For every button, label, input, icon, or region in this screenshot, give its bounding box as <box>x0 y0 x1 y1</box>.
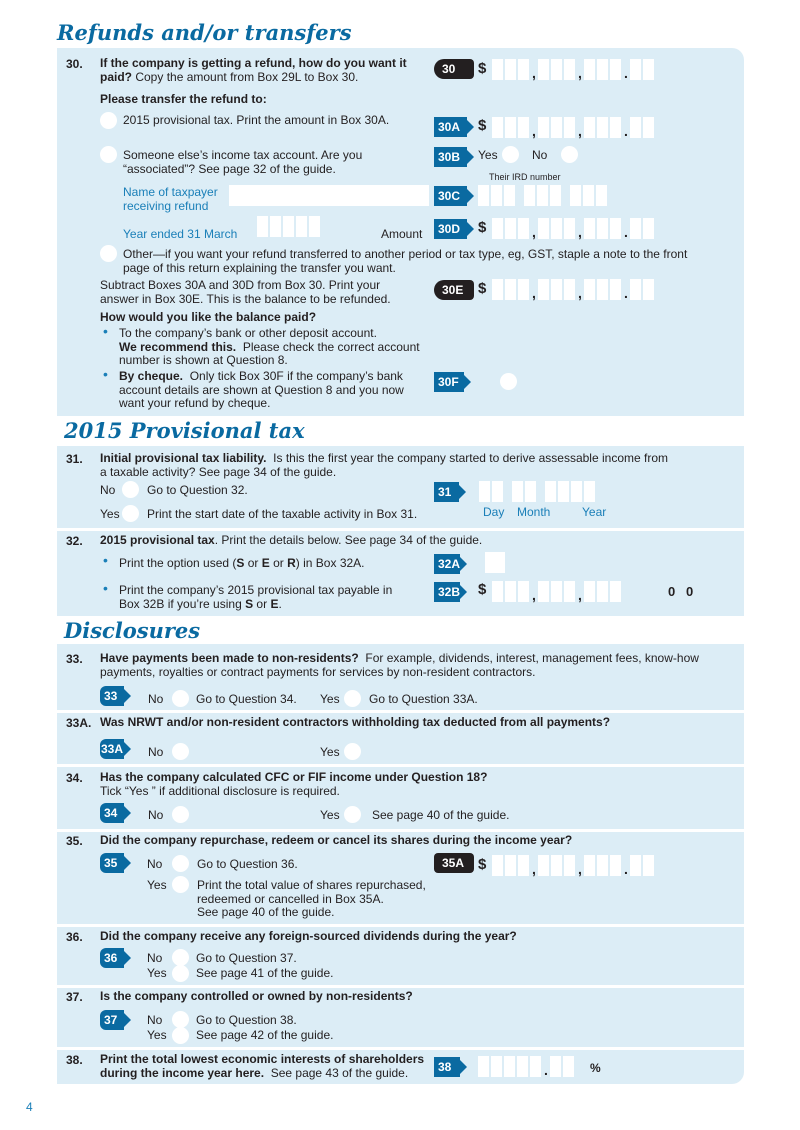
digit-cell[interactable] <box>505 279 516 300</box>
thousands-separator: , <box>532 123 536 139</box>
q32-opt1-s: S <box>236 556 245 570</box>
digit-cell[interactable] <box>492 581 503 602</box>
decimal-point: . <box>624 285 628 301</box>
digit-cell[interactable] <box>643 855 654 876</box>
divider <box>57 829 744 832</box>
q35-yes-line1: Print the total value of shares repurchased, <box>197 878 426 892</box>
box-34-label: 34 <box>100 803 124 823</box>
digit-cell[interactable] <box>504 185 515 206</box>
box-30f-checkbox[interactable] <box>500 373 517 390</box>
q34-no-checkbox[interactable] <box>172 806 189 823</box>
digit-cell[interactable] <box>257 216 268 237</box>
box-37-label: 37 <box>100 1010 124 1030</box>
q34-yes-checkbox[interactable] <box>344 806 361 823</box>
q37-no-checkbox[interactable] <box>172 1011 189 1028</box>
box-33a-label: 33A <box>100 739 124 759</box>
digit-cell[interactable] <box>570 185 581 206</box>
q32-rest: . Print the details below. See page 34 of the guide. <box>214 533 483 547</box>
digit-cell[interactable] <box>538 218 549 239</box>
box-33-label: 33 <box>100 686 124 706</box>
q33a-no-checkbox[interactable] <box>172 743 189 760</box>
q33-line2: payments, royalties or contract payments for services by non-resident contractors. <box>100 664 536 679</box>
section-title-refunds: Refunds and/or transfers <box>57 20 352 45</box>
q34-no-label: No <box>148 808 164 822</box>
digit-cell[interactable] <box>583 185 594 206</box>
q34-bold: Has the company calculated CFC or FIF income under Question 18? <box>100 770 488 784</box>
divider <box>57 710 744 713</box>
year-ended-label: Year ended 31 March <box>123 227 238 241</box>
q32-opt2-end: . <box>278 596 282 611</box>
digit-cell[interactable] <box>563 1056 574 1077</box>
q32-opt2-e: E <box>270 596 279 611</box>
digit-cell[interactable] <box>630 59 641 80</box>
q32-opt1-e: E <box>261 556 270 570</box>
q35-yes-text <box>197 879 426 920</box>
digit-cell[interactable] <box>491 185 502 206</box>
box-30b-yes-label: Yes <box>478 148 498 162</box>
option-30a-text: 2015 provisional tax. Print the amount in Box 30A. <box>123 113 390 127</box>
q32-bold: 2015 provisional tax <box>100 533 215 547</box>
cheque-line1-rest: Only tick Box 30F if the company’s bank <box>189 369 403 383</box>
digit-cell[interactable] <box>551 581 562 602</box>
digit-cell[interactable] <box>538 117 549 138</box>
q34-line2: Tick “Yes ” if additional disclosure is required. <box>100 783 340 798</box>
digit-cell[interactable] <box>551 59 562 80</box>
transfer-heading: Please transfer the refund to: <box>100 92 267 106</box>
decimal-point: . <box>624 65 628 81</box>
dollar-sign: $ <box>478 219 487 236</box>
q31-no-label: No <box>100 483 116 497</box>
digit-cell[interactable] <box>630 279 641 300</box>
digit-cell[interactable] <box>538 59 549 80</box>
digit-cell[interactable] <box>643 218 654 239</box>
bullet: • <box>103 366 108 382</box>
bank-option-text <box>119 327 420 368</box>
digit-cell[interactable] <box>558 481 569 502</box>
divider <box>57 528 744 531</box>
cheque-line3: want your refund by cheque. <box>119 396 271 410</box>
digit-cell[interactable] <box>584 581 595 602</box>
divider <box>57 924 744 927</box>
digit-cell[interactable] <box>597 117 608 138</box>
divider <box>57 764 744 767</box>
digit-cell[interactable] <box>597 581 608 602</box>
bullet: • <box>103 580 108 596</box>
digit-cell[interactable] <box>492 279 503 300</box>
dollar-sign: $ <box>478 117 487 134</box>
q35-no-label: No <box>147 857 163 871</box>
q32-opt1-b: ) in Box 32A. <box>295 556 365 570</box>
digit-cell[interactable] <box>538 279 549 300</box>
digit-cell[interactable] <box>571 481 582 502</box>
q35-no-text: Go to Question 36. <box>197 857 298 871</box>
digit-cell[interactable] <box>564 279 575 300</box>
box-30b-label: 30B <box>434 147 467 167</box>
digit-cell[interactable] <box>630 218 641 239</box>
option-other-checkbox[interactable] <box>100 245 117 262</box>
q30-number: 30. <box>66 57 83 71</box>
digit-cell[interactable] <box>551 117 562 138</box>
option-30b-line2: “associated”? See page 32 of the guide. <box>123 161 336 176</box>
digit-cell[interactable] <box>597 279 608 300</box>
q36-no-text: Go to Question 37. <box>196 951 297 965</box>
taxpayer-name-label-line2: receiving refund <box>123 198 209 213</box>
digit-cell[interactable] <box>630 117 641 138</box>
q38-bold1: Print the total lowest economic interests of shareholders <box>100 1052 425 1066</box>
q35-yes-label: Yes <box>147 878 167 892</box>
q35-yes-line3: See page 40 of the guide. <box>197 905 335 919</box>
taxpayer-name-label <box>123 186 218 213</box>
cheque-option-text <box>119 370 404 411</box>
digit-cell[interactable] <box>538 581 549 602</box>
digit-cell[interactable] <box>584 855 595 876</box>
q35-yes-line2: redeemed or cancelled in Box 35A. <box>197 891 384 906</box>
box-36-label: 36 <box>100 948 124 968</box>
subtract-instruction <box>100 279 391 306</box>
thousands-separator: , <box>578 123 582 139</box>
q34-number: 34. <box>66 771 83 785</box>
q33-rest: For example, dividends, interest, management fees, know-how <box>365 651 699 665</box>
q37-yes-text: See page 42 of the guide. <box>196 1028 334 1042</box>
digit-cell[interactable] <box>584 218 595 239</box>
digit-cell[interactable] <box>584 279 595 300</box>
bank-line1: To the company’s bank or other deposit account. <box>119 326 377 340</box>
digit-cell[interactable] <box>551 218 562 239</box>
decimal-point: . <box>624 224 628 240</box>
digit-cell[interactable] <box>610 59 621 80</box>
digit-cell[interactable] <box>550 185 561 206</box>
q36-number: 36. <box>66 930 83 944</box>
digit-cell[interactable] <box>610 218 621 239</box>
q32-option1 <box>119 557 365 571</box>
digit-cell[interactable] <box>505 855 516 876</box>
digit-cell[interactable] <box>564 59 575 80</box>
q38-number: 38. <box>66 1053 83 1067</box>
dollar-sign: $ <box>478 856 487 873</box>
digit-cell[interactable] <box>551 279 562 300</box>
digit-cell[interactable] <box>610 117 621 138</box>
digit-cell[interactable] <box>492 481 503 502</box>
digit-cell[interactable] <box>524 185 535 206</box>
digit-cell[interactable] <box>512 481 523 502</box>
box-35-label: 35 <box>100 853 124 873</box>
q31-bold: Initial provisional tax liability. <box>100 451 267 465</box>
digit-cell[interactable] <box>610 279 621 300</box>
q32-question <box>100 534 482 548</box>
decimal-point: . <box>624 123 628 139</box>
digit-cell[interactable] <box>491 1056 502 1077</box>
cheque-line2: account details are shown at Question 8 and you now <box>119 382 404 397</box>
day-label: Day <box>483 505 505 519</box>
percent-sign: % <box>590 1061 601 1075</box>
digit-cell[interactable] <box>479 481 490 502</box>
thousands-separator: , <box>532 224 536 240</box>
q32-number: 32. <box>66 534 83 548</box>
digit-cell[interactable] <box>597 59 608 80</box>
q37-no-label: No <box>147 1013 163 1027</box>
digit-cell[interactable] <box>538 855 549 876</box>
q38-question <box>100 1053 424 1080</box>
digit-cell[interactable] <box>518 218 529 239</box>
digit-cell[interactable] <box>283 216 294 237</box>
digit-cell[interactable] <box>537 185 548 206</box>
cheque-bold: By cheque. <box>119 369 184 383</box>
option-30a-checkbox[interactable] <box>100 112 117 129</box>
q33a-yes-checkbox[interactable] <box>344 743 361 760</box>
q31-rest: Is this the first year the company started to derive assessable income from <box>273 451 668 465</box>
digit-cell[interactable] <box>518 59 529 80</box>
digit-cell[interactable] <box>545 481 556 502</box>
q36-yes-checkbox[interactable] <box>172 965 189 982</box>
q33-question <box>100 652 720 679</box>
q36-no-checkbox[interactable] <box>172 949 189 966</box>
q30-question-rest: Copy the amount from Box 29L to Box 30. <box>135 69 359 84</box>
section-title-provisional: 2015 Provisional tax <box>64 418 305 443</box>
q33-yes-label: Yes <box>320 692 340 706</box>
thousands-separator: , <box>532 587 536 603</box>
digit-cell[interactable] <box>504 1056 515 1077</box>
digit-cell[interactable] <box>643 59 654 80</box>
box-30f-label: 30F <box>434 372 464 392</box>
q38-rest: See page 43 of the guide. <box>270 1065 409 1080</box>
option-30b-text <box>123 149 362 176</box>
amount-label: Amount <box>381 227 423 241</box>
digit-cell[interactable] <box>518 581 529 602</box>
thousands-separator: , <box>532 65 536 81</box>
digit-cell[interactable] <box>551 855 562 876</box>
digit-cell[interactable] <box>309 216 320 237</box>
q33-no-label: No <box>148 692 164 706</box>
q34-yes-label: Yes <box>320 808 340 822</box>
digit-cell[interactable] <box>492 59 503 80</box>
q37-yes-checkbox[interactable] <box>172 1027 189 1044</box>
dollar-sign: $ <box>478 60 487 77</box>
digit-cell[interactable] <box>630 855 641 876</box>
q32-opt2-line1: Print the company’s 2015 provisional tax payable in <box>119 583 393 597</box>
box-30b-no-checkbox[interactable] <box>561 146 578 163</box>
q32-opt2-or: or <box>253 596 271 611</box>
digit-cell[interactable] <box>505 117 516 138</box>
box-30c-label: 30C <box>434 186 467 206</box>
thousands-separator: , <box>578 224 582 240</box>
q36-no-label: No <box>147 951 163 965</box>
digit-cell[interactable] <box>518 855 529 876</box>
q35-no-checkbox[interactable] <box>172 855 189 872</box>
q32-opt1-r: R <box>287 556 296 570</box>
dollar-sign: $ <box>478 581 487 598</box>
digit-cell[interactable] <box>564 218 575 239</box>
digit-cell[interactable] <box>518 117 529 138</box>
digit-cell[interactable] <box>643 117 654 138</box>
q36-yes-text: See page 41 of the guide. <box>196 966 334 980</box>
thousands-separator: , <box>578 587 582 603</box>
bank-line2-rest: Please check the correct account <box>242 339 420 354</box>
q31-no-text: Go to Question 32. <box>147 483 248 497</box>
digit-cell[interactable] <box>478 185 489 206</box>
q34-question <box>100 771 487 798</box>
option-other-line1: Other—if you want your refund transferred to another period or tax type, eg, GST, staple a note to the front <box>123 247 688 261</box>
q32-opt1-a: Print the option used ( <box>119 556 237 570</box>
box-31-label: 31 <box>434 482 459 502</box>
box-30b-yes-checkbox[interactable] <box>502 146 519 163</box>
digit-cell[interactable] <box>610 581 621 602</box>
digit-cell[interactable] <box>564 117 575 138</box>
subtract-line1: Subtract Boxes 30A and 30D from Box 30. Print your <box>100 278 381 292</box>
cents-digit: 0 <box>668 584 676 599</box>
q34-yes-text: See page 40 of the guide. <box>372 808 510 822</box>
option-30b-line1: Someone else’s income tax account. Are you <box>123 148 363 162</box>
digit-cell[interactable] <box>505 218 516 239</box>
digit-cell[interactable] <box>550 1056 561 1077</box>
dollar-sign: $ <box>478 280 487 297</box>
subtract-line2: answer in Box 30E. This is the balance to be refunded. <box>100 291 391 306</box>
q37-no-text: Go to Question 38. <box>196 1013 297 1027</box>
q38-bold2: during the income year here. <box>100 1065 265 1080</box>
q31-number: 31. <box>66 452 83 466</box>
decimal-point: . <box>544 1062 548 1078</box>
digit-cell[interactable] <box>525 481 536 502</box>
bank-recommend: We recommend this. <box>119 339 237 354</box>
digit-cell[interactable] <box>517 1056 528 1077</box>
q32-opt2-line2a: Box 32B if you’re using <box>119 596 246 611</box>
digit-cell[interactable] <box>564 855 575 876</box>
bank-line3: number is shown at Question 8. <box>119 353 288 367</box>
digit-cell[interactable] <box>492 117 503 138</box>
q37-question: Is the company controlled or owned by non-residents? <box>100 989 413 1003</box>
q31-line2: a taxable activity? See page 34 of the guide. <box>100 464 337 479</box>
box-38-label: 38 <box>434 1057 460 1077</box>
digit-cell[interactable] <box>584 59 595 80</box>
q37-number: 37. <box>66 990 83 1004</box>
q37-yes-label: Yes <box>147 1028 167 1042</box>
digit-cell[interactable] <box>518 279 529 300</box>
digit-cell[interactable] <box>584 117 595 138</box>
thousands-separator: , <box>578 285 582 301</box>
q35-yes-checkbox[interactable] <box>172 876 189 893</box>
q33a-number: 33A. <box>66 716 92 730</box>
month-label: Month <box>517 505 551 519</box>
thousands-separator: , <box>532 285 536 301</box>
page-number: 4 <box>26 1100 33 1114</box>
digit-cell[interactable] <box>478 1056 489 1077</box>
q35-number: 35. <box>66 834 83 848</box>
q31-yes-label: Yes <box>100 507 120 521</box>
q33a-yes-label: Yes <box>320 745 340 759</box>
box-32a-label: 32A <box>434 554 460 574</box>
thousands-separator: , <box>532 861 536 877</box>
q32-option2 <box>119 584 392 611</box>
box-32a-field[interactable] <box>485 552 505 573</box>
digit-cell[interactable] <box>530 1056 541 1077</box>
how-paid-heading: How would you like the balance paid? <box>100 310 317 324</box>
q31-question <box>100 452 710 479</box>
taxpayer-name-label-line1: Name of taxpayer <box>123 185 218 199</box>
box-30b-no-label: No <box>532 148 548 162</box>
cents-digit: 0 <box>686 584 694 599</box>
digit-cell[interactable] <box>643 279 654 300</box>
digit-cell[interactable] <box>270 216 281 237</box>
box-30-label: 30 <box>434 59 474 79</box>
q31-no-checkbox[interactable] <box>122 481 139 498</box>
digit-cell[interactable] <box>596 185 607 206</box>
digit-cell[interactable] <box>296 216 307 237</box>
section-title-disclosures: Disclosures <box>64 618 201 643</box>
option-30b-checkbox[interactable] <box>100 146 117 163</box>
divider <box>57 985 744 988</box>
q31-yes-checkbox[interactable] <box>122 505 139 522</box>
option-other-text <box>123 248 723 275</box>
divider <box>57 1047 744 1050</box>
digit-cell[interactable] <box>492 218 503 239</box>
q33a-no-label: No <box>148 745 164 759</box>
digit-cell[interactable] <box>584 481 595 502</box>
q33-yes-text: Go to Question 33A. <box>369 692 478 706</box>
q33-number: 33. <box>66 652 83 666</box>
decimal-point: . <box>624 861 628 877</box>
q33-bold: Have payments been made to non-residents? <box>100 651 359 665</box>
q32-opt1-or2: or <box>269 556 288 570</box>
option-other-line2: page of this return explaining the transfer you want. <box>123 260 396 275</box>
q36-question: Did the company receive any foreign-sourced dividends during the year? <box>100 929 517 943</box>
q33-no-text: Go to Question 34. <box>196 692 297 706</box>
digit-cell[interactable] <box>505 581 516 602</box>
ird-number-label: Their IRD number <box>489 172 561 182</box>
box-30e-label: 30E <box>434 280 474 300</box>
thousands-separator: , <box>578 65 582 81</box>
taxpayer-name-field[interactable] <box>229 185 429 206</box>
bullet: • <box>103 323 108 339</box>
digit-cell[interactable] <box>564 581 575 602</box>
q30-question-bold: If the company is getting a refund, how do you want it paid? <box>100 56 407 84</box>
q33-no-checkbox[interactable] <box>172 690 189 707</box>
year-label: Year <box>582 505 607 519</box>
bullet: • <box>103 552 108 568</box>
box-35a-label: 35A <box>434 853 474 873</box>
box-32b-label: 32B <box>434 582 460 602</box>
q33-yes-checkbox[interactable] <box>344 690 361 707</box>
q36-yes-label: Yes <box>147 966 167 980</box>
box-30a-label: 30A <box>434 117 467 137</box>
q31-yes-text: Print the start date of the taxable activity in Box 31. <box>147 507 418 521</box>
q32-opt1-or1: or <box>244 556 262 570</box>
digit-cell[interactable] <box>492 855 503 876</box>
digit-cell[interactable] <box>610 855 621 876</box>
q35-question: Did the company repurchase, redeem or cancel its shares during the income year? <box>100 833 573 847</box>
digit-cell[interactable] <box>505 59 516 80</box>
thousands-separator: , <box>578 861 582 877</box>
digit-cell[interactable] <box>597 218 608 239</box>
q33a-question: Was NRWT and/or non-resident contractors withholding tax deducted from all payments? <box>100 715 611 729</box>
digit-cell[interactable] <box>597 855 608 876</box>
q30-question <box>100 57 430 84</box>
q32-opt2-s: S <box>245 596 254 611</box>
box-30d-label: 30D <box>434 219 467 239</box>
